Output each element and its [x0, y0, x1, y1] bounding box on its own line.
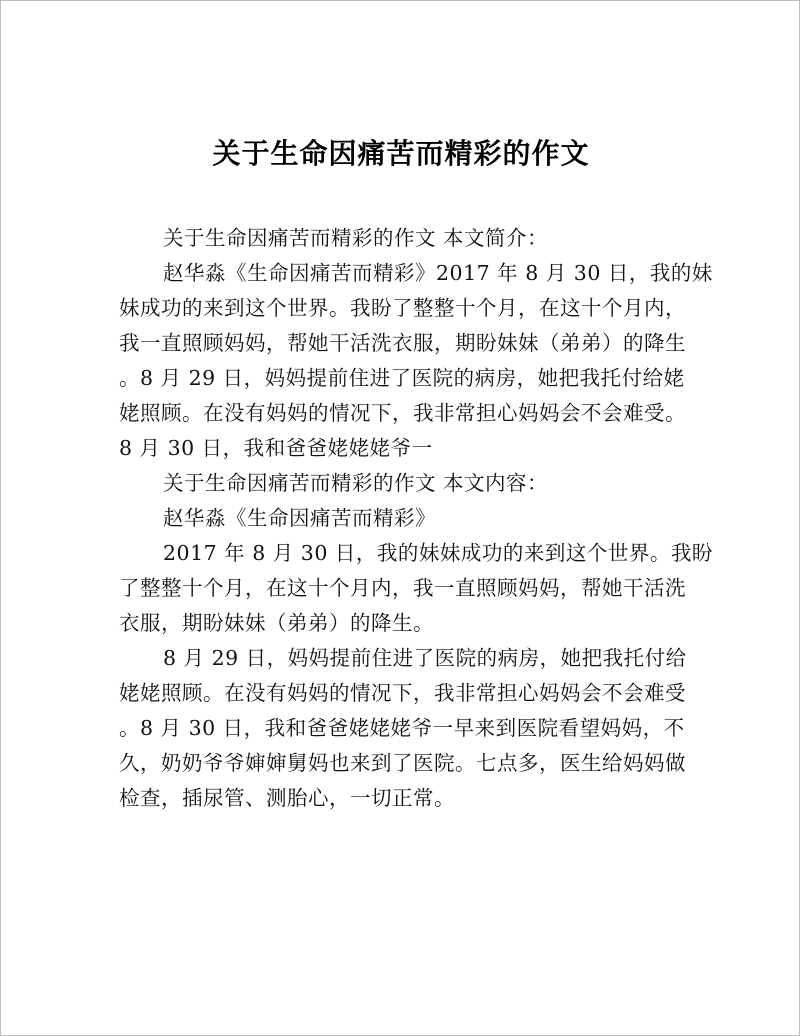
- paragraph-author-line: 赵华淼《生命因痛苦而精彩》: [163, 506, 436, 530]
- paragraph-line: 我一直照顾妈妈，帮她干活洗衣服，期盼妹妹（弟弟）的降生: [119, 331, 686, 355]
- paragraph-line: 了整整十个月，在这十个月内，我一直照顾妈妈，帮她干活洗: [119, 576, 686, 600]
- paragraph-line: 衣服，期盼妹妹（弟弟）的降生。: [119, 611, 434, 635]
- paragraph-line: 久，奶奶爷爷婶婶舅妈也来到了医院。七点多，医生给妈妈做: [119, 751, 686, 775]
- page-title: 关于生命因痛苦而精彩的作文: [212, 137, 590, 170]
- paragraph-line: 妹成功的来到这个世界。我盼了整整十个月，在这十个月内，: [119, 296, 686, 320]
- paragraph-line: 2017 年 8 月 30 日，我的妹妹成功的来到这个世界。我盼: [163, 541, 713, 565]
- paragraph-line: 检查，插尿管、测胎心，一切正常。: [119, 786, 455, 810]
- document-body: [119, 221, 713, 816]
- paragraph-line: 8 月 30 日，我和爸爸姥姥姥爷一: [119, 436, 433, 460]
- paragraph-line: 。8 月 30 日，我和爸爸姥姥姥爷一早来到医院看望妈妈，不: [119, 716, 685, 740]
- paragraph-line: 8 月 29 日，妈妈提前住进了医院的病房，她把我托付给: [163, 646, 687, 670]
- paragraph-intro-heading: 关于生命因痛苦而精彩的作文 本文简介：: [163, 226, 549, 250]
- paragraph-content-heading: 关于生命因痛苦而精彩的作文 本文内容：: [163, 471, 549, 495]
- paragraph-line: 。8 月 29 日，妈妈提前住进了医院的病房，她把我托付给姥: [119, 366, 685, 390]
- paragraph-line: 姥姥照顾。在没有妈妈的情况下，我非常担心妈妈会不会难受: [119, 681, 686, 705]
- paragraph-line: 赵华淼《生命因痛苦而精彩》2017 年 8 月 30 日，我的妹: [163, 261, 713, 285]
- paragraph-line: 姥照顾。在没有妈妈的情况下，我非常担心妈妈会不会难受。: [119, 401, 686, 425]
